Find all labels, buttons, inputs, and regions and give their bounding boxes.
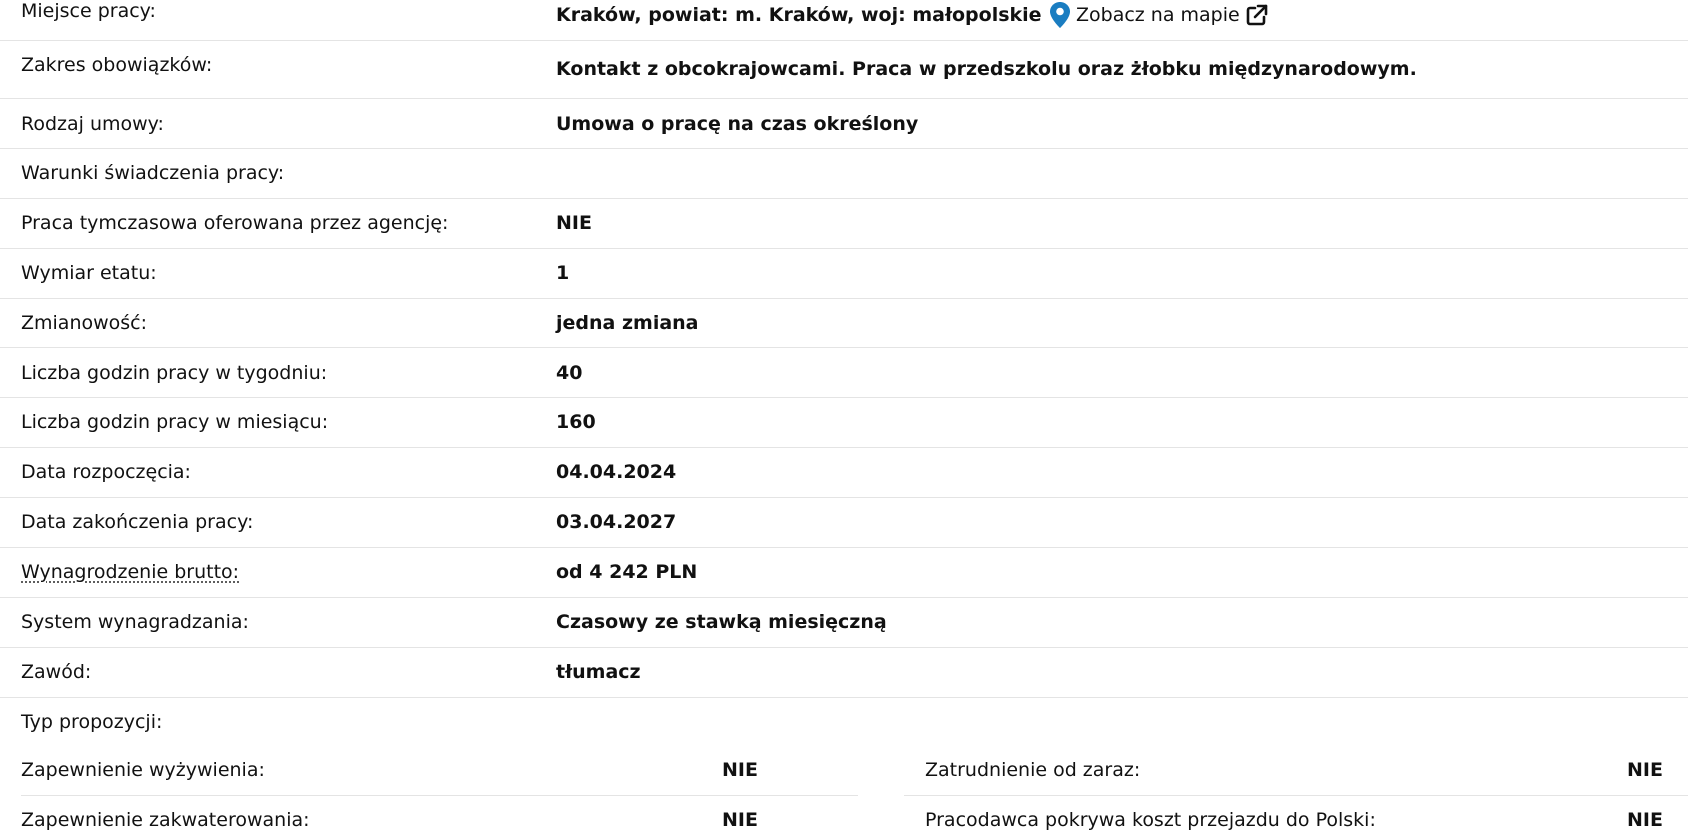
row-shifts bbox=[0, 299, 1688, 348]
workplace-value: Kraków, powiat: m. Kraków, woj: małopolskie bbox=[556, 4, 1042, 26]
row-working-time bbox=[0, 249, 1688, 299]
occupation-value: tłumacz bbox=[556, 661, 641, 683]
pay-system-label: System wynagradzania: bbox=[21, 611, 249, 633]
contract-type-value: Umowa o pracę na czas określony bbox=[556, 113, 919, 135]
row-occupation bbox=[0, 648, 1688, 698]
temporary-agency-label: Praca tymczasowa oferowana przez agencję: bbox=[21, 212, 449, 234]
map-pin-icon bbox=[1050, 2, 1070, 28]
row-hours-per-week bbox=[0, 348, 1688, 398]
row-contract-type bbox=[0, 99, 1688, 149]
duties-value: Kontakt z obcokrajowcami. Praca w przedszkolu oraz żłobku międzynarodowym. bbox=[556, 58, 1417, 80]
proposition-type-label: Typ propozycji: bbox=[21, 711, 163, 733]
proposition-row bbox=[904, 746, 1688, 796]
row-workplace bbox=[0, 0, 1688, 41]
hours-per-week-label: Liczba godzin pracy w tygodniu: bbox=[21, 362, 328, 384]
immediate-employment-label: Zatrudnienie od zaraz: bbox=[925, 759, 1141, 781]
shifts-label: Zmianowość: bbox=[21, 312, 148, 334]
gross-salary-value: od 4 242 PLN bbox=[556, 561, 698, 583]
working-time-label: Wymiar etatu: bbox=[21, 262, 157, 284]
accommodation-provided-label: Zapewnienie zakwaterowania: bbox=[21, 809, 310, 831]
gross-salary-label[interactable]: Wynagrodzenie brutto: bbox=[21, 561, 240, 583]
working-time-value: 1 bbox=[556, 262, 570, 284]
row-gross-salary bbox=[0, 548, 1688, 598]
temporary-agency-value: NIE bbox=[556, 212, 592, 234]
proposition-row bbox=[21, 796, 858, 840]
hours-per-month-label: Liczba godzin pracy w miesiącu: bbox=[21, 411, 329, 433]
pay-system-value: Czasowy ze stawką miesięczną bbox=[556, 611, 887, 633]
meals-provided-value: NIE bbox=[722, 759, 758, 781]
start-date-value: 04.04.2024 bbox=[556, 461, 677, 483]
hours-per-month-value: 160 bbox=[556, 411, 596, 433]
row-pay-system bbox=[0, 598, 1688, 648]
row-hours-per-month bbox=[0, 398, 1688, 448]
proposition-row bbox=[21, 746, 858, 796]
see-on-map-label: Zobacz na mapie bbox=[1076, 4, 1240, 26]
immediate-employment-value: NIE bbox=[1627, 759, 1663, 781]
shifts-value: jedna zmiana bbox=[556, 312, 699, 334]
row-start-date bbox=[0, 448, 1688, 498]
occupation-label: Zawód: bbox=[21, 661, 92, 683]
end-date-value: 03.04.2027 bbox=[556, 511, 677, 533]
meals-provided-label: Zapewnienie wyżywienia: bbox=[21, 759, 265, 781]
hours-per-week-value: 40 bbox=[556, 362, 583, 384]
external-link-icon bbox=[1246, 4, 1268, 26]
row-proposition-type bbox=[0, 698, 1688, 748]
end-date-label: Data zakończenia pracy: bbox=[21, 511, 254, 533]
row-work-conditions bbox=[0, 149, 1688, 199]
workplace-label: Miejsce pracy: bbox=[21, 0, 156, 22]
work-conditions-label: Warunki świadczenia pracy: bbox=[21, 162, 285, 184]
row-end-date bbox=[0, 498, 1688, 548]
row-temporary-agency bbox=[0, 199, 1688, 249]
row-duties bbox=[0, 41, 1688, 99]
proposition-row bbox=[904, 796, 1688, 840]
start-date-label: Data rozpoczęcia: bbox=[21, 461, 191, 483]
contract-type-label: Rodzaj umowy: bbox=[21, 113, 164, 135]
duties-label: Zakres obowiązków: bbox=[21, 54, 213, 76]
see-on-map-link[interactable] bbox=[1050, 2, 1268, 28]
travel-cost-covered-label: Pracodawca pokrywa koszt przejazdu do Polski: bbox=[925, 809, 1376, 831]
accommodation-provided-value: NIE bbox=[722, 809, 758, 831]
travel-cost-covered-value: NIE bbox=[1627, 809, 1663, 831]
